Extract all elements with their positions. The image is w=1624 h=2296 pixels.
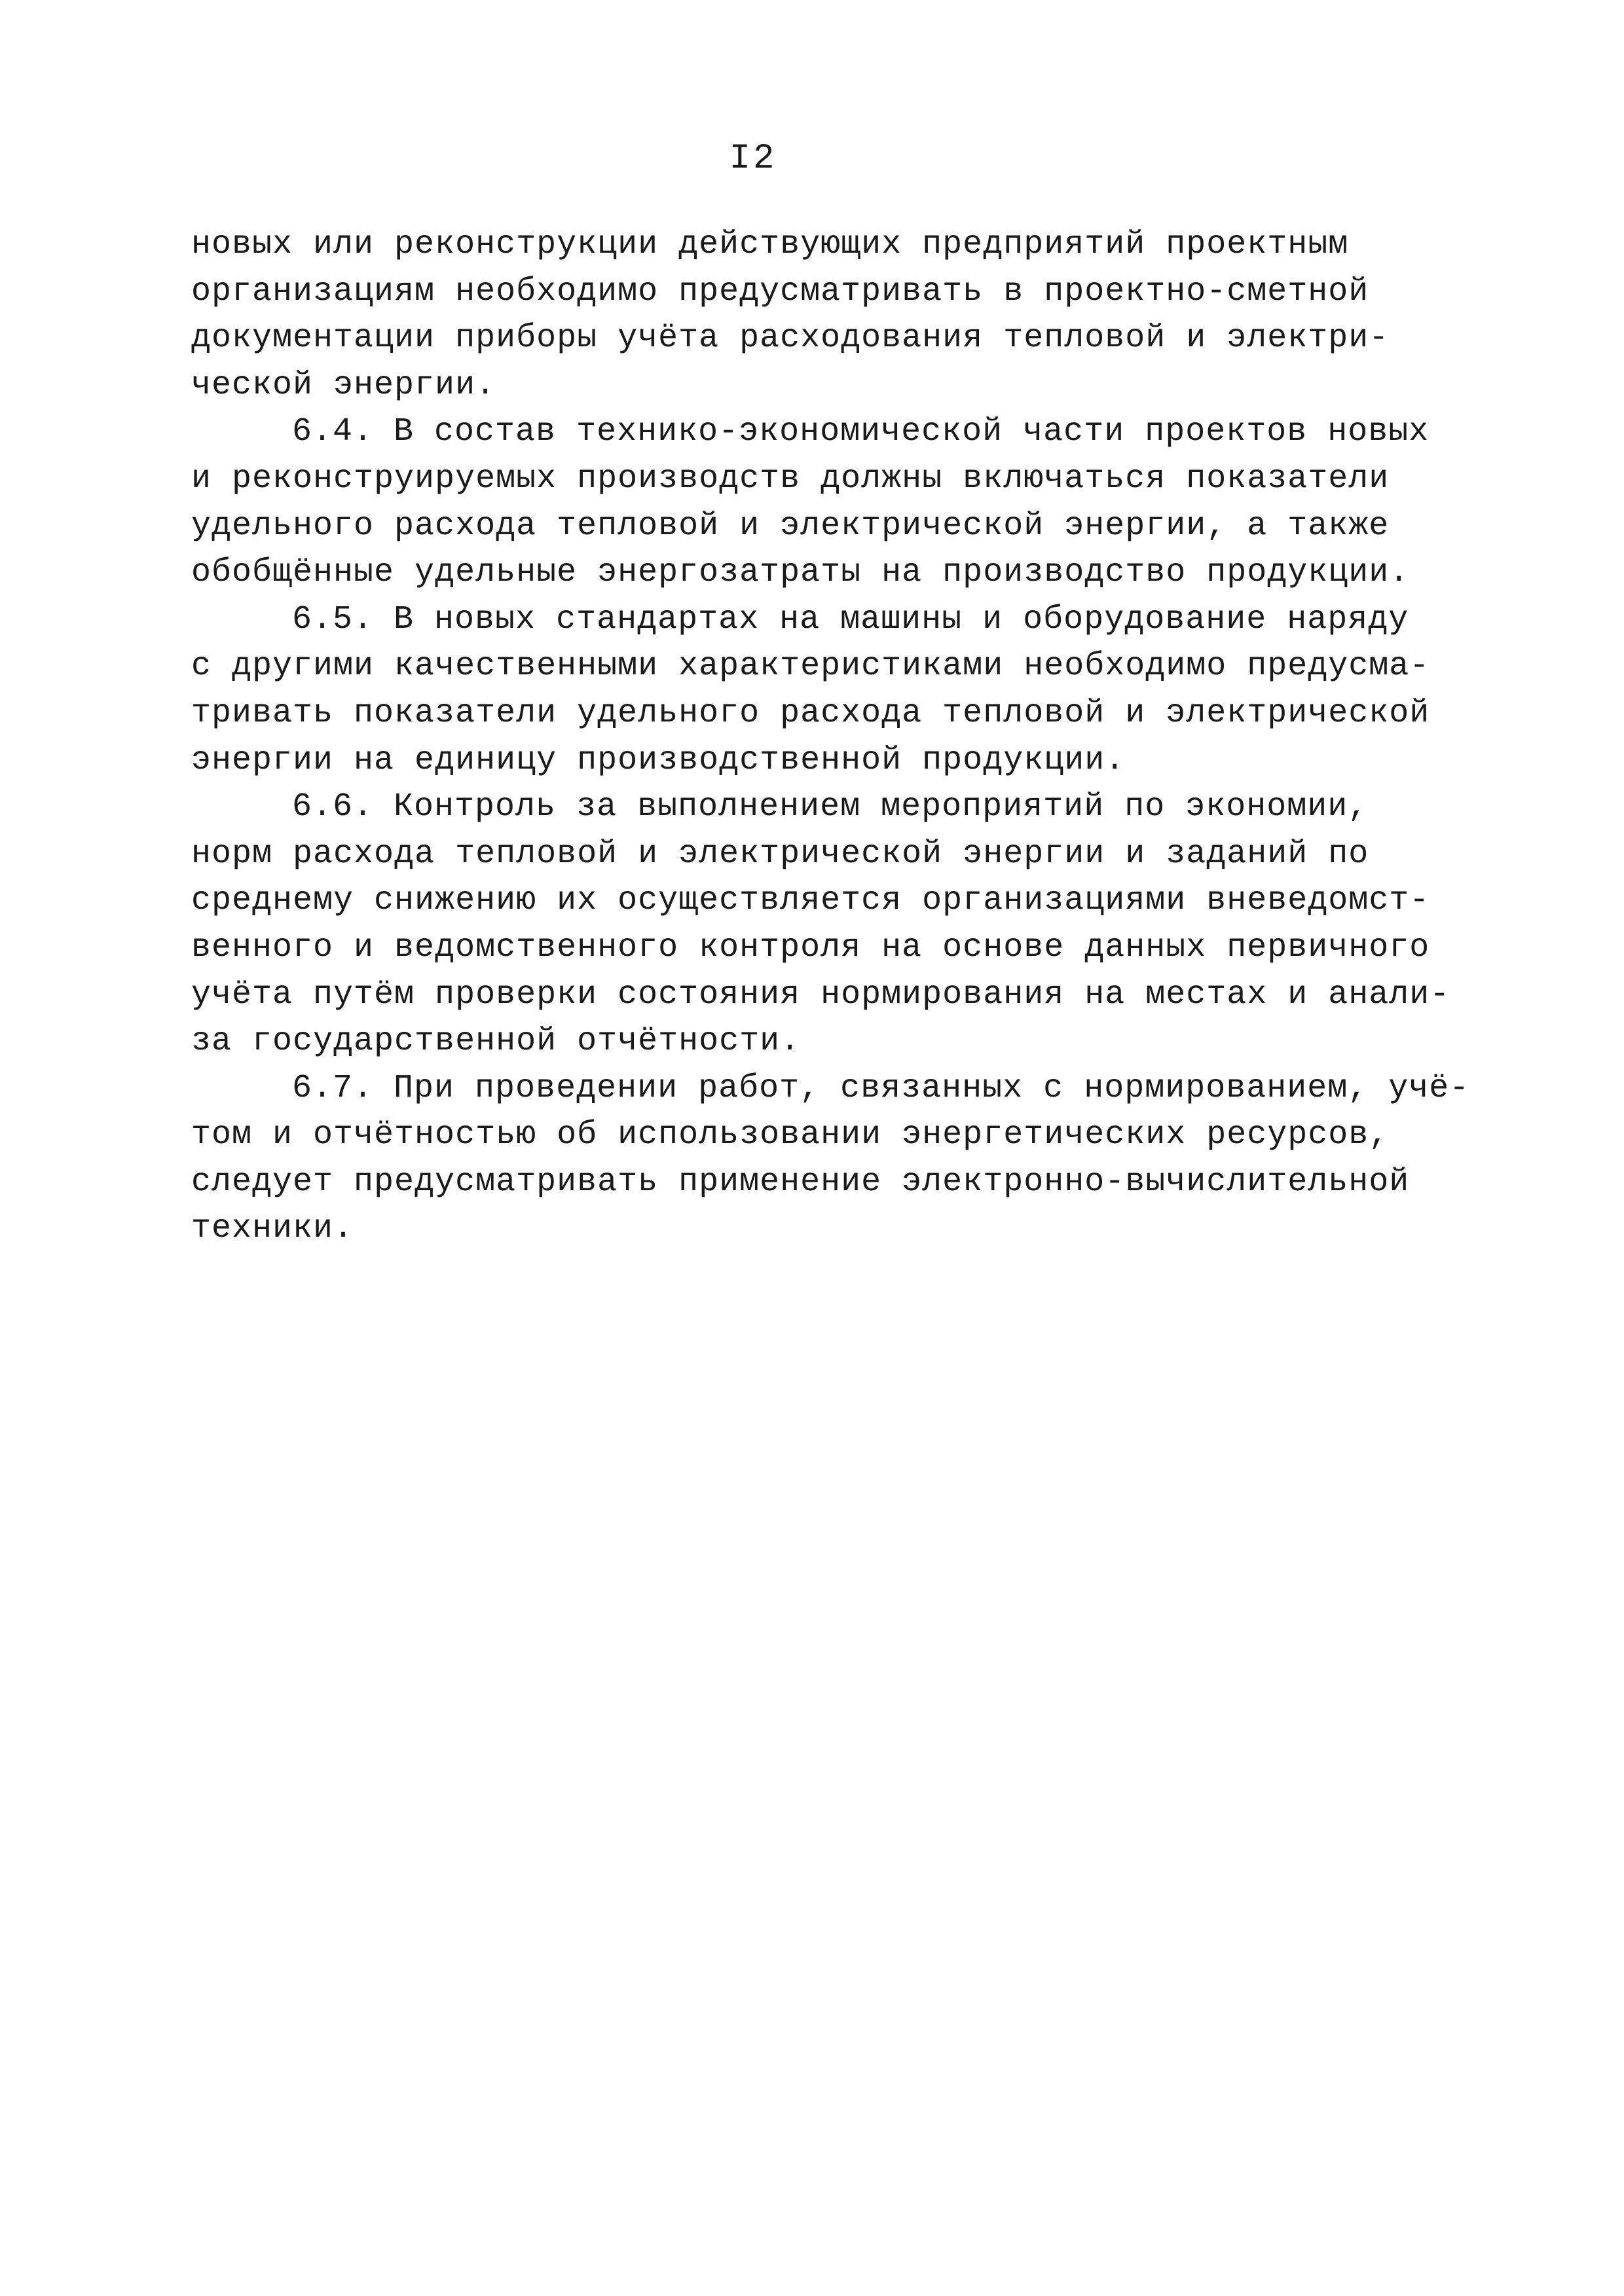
text-line: обобщённые удельные энергозатраты на производство продукции. bbox=[191, 554, 1410, 592]
text-line: техники. bbox=[191, 1210, 354, 1248]
paragraph-6-4-start: 6.4. В состав технико-экономической части проектов новых bbox=[292, 413, 1430, 451]
text-line: удельного расхода тепловой и электрической энергии, а также bbox=[191, 507, 1390, 545]
paragraph-6-7-start: 6.7. При проведении работ, связанных с нормированием, учё- bbox=[292, 1069, 1470, 1107]
text-line: ческой энергии. bbox=[191, 366, 496, 404]
text-line: венного и ведомственного контроля на основе данных первичного bbox=[191, 928, 1430, 966]
text-line: организациям необходимо предусматривать в проектно-сметной bbox=[191, 272, 1369, 310]
text-line: тривать показатели удельного расхода тепловой и электрической bbox=[191, 694, 1430, 732]
page-number: I2 bbox=[729, 139, 777, 179]
document-body bbox=[191, 221, 1475, 1252]
text-line: том и отчётностью об использовании энергетических ресурсов, bbox=[191, 1116, 1390, 1154]
text-line: среднему снижению их осуществляется организациями вневедомст- bbox=[191, 882, 1430, 920]
text-line: энергии на единицу производственной продукции. bbox=[191, 741, 1126, 779]
paragraph-6-6-start: 6.6. Контроль за выполнением мероприятий по экономии, bbox=[292, 788, 1369, 826]
text-line: новых или реконструкции действующих предприятий проектным bbox=[191, 226, 1349, 263]
text-line: документации приборы учёта расходования тепловой и электри- bbox=[191, 319, 1390, 357]
text-line: норм расхода тепловой и электрической энергии и заданий по bbox=[191, 835, 1369, 873]
text-line: учёта путём проверки состояния нормирования на местах и анали- bbox=[191, 975, 1450, 1013]
text-line: и реконструируемых производств должны включаться показатели bbox=[191, 460, 1390, 498]
paragraph-6-5-start: 6.5. В новых стандартах на машины и оборудование наряду bbox=[292, 600, 1409, 638]
text-line: следует предусматривать применение электронно-вычислительной bbox=[191, 1163, 1410, 1201]
text-line: за государственной отчётности. bbox=[191, 1023, 801, 1061]
text-line: с другими качественными характеристиками необходимо предусма- bbox=[191, 647, 1430, 685]
